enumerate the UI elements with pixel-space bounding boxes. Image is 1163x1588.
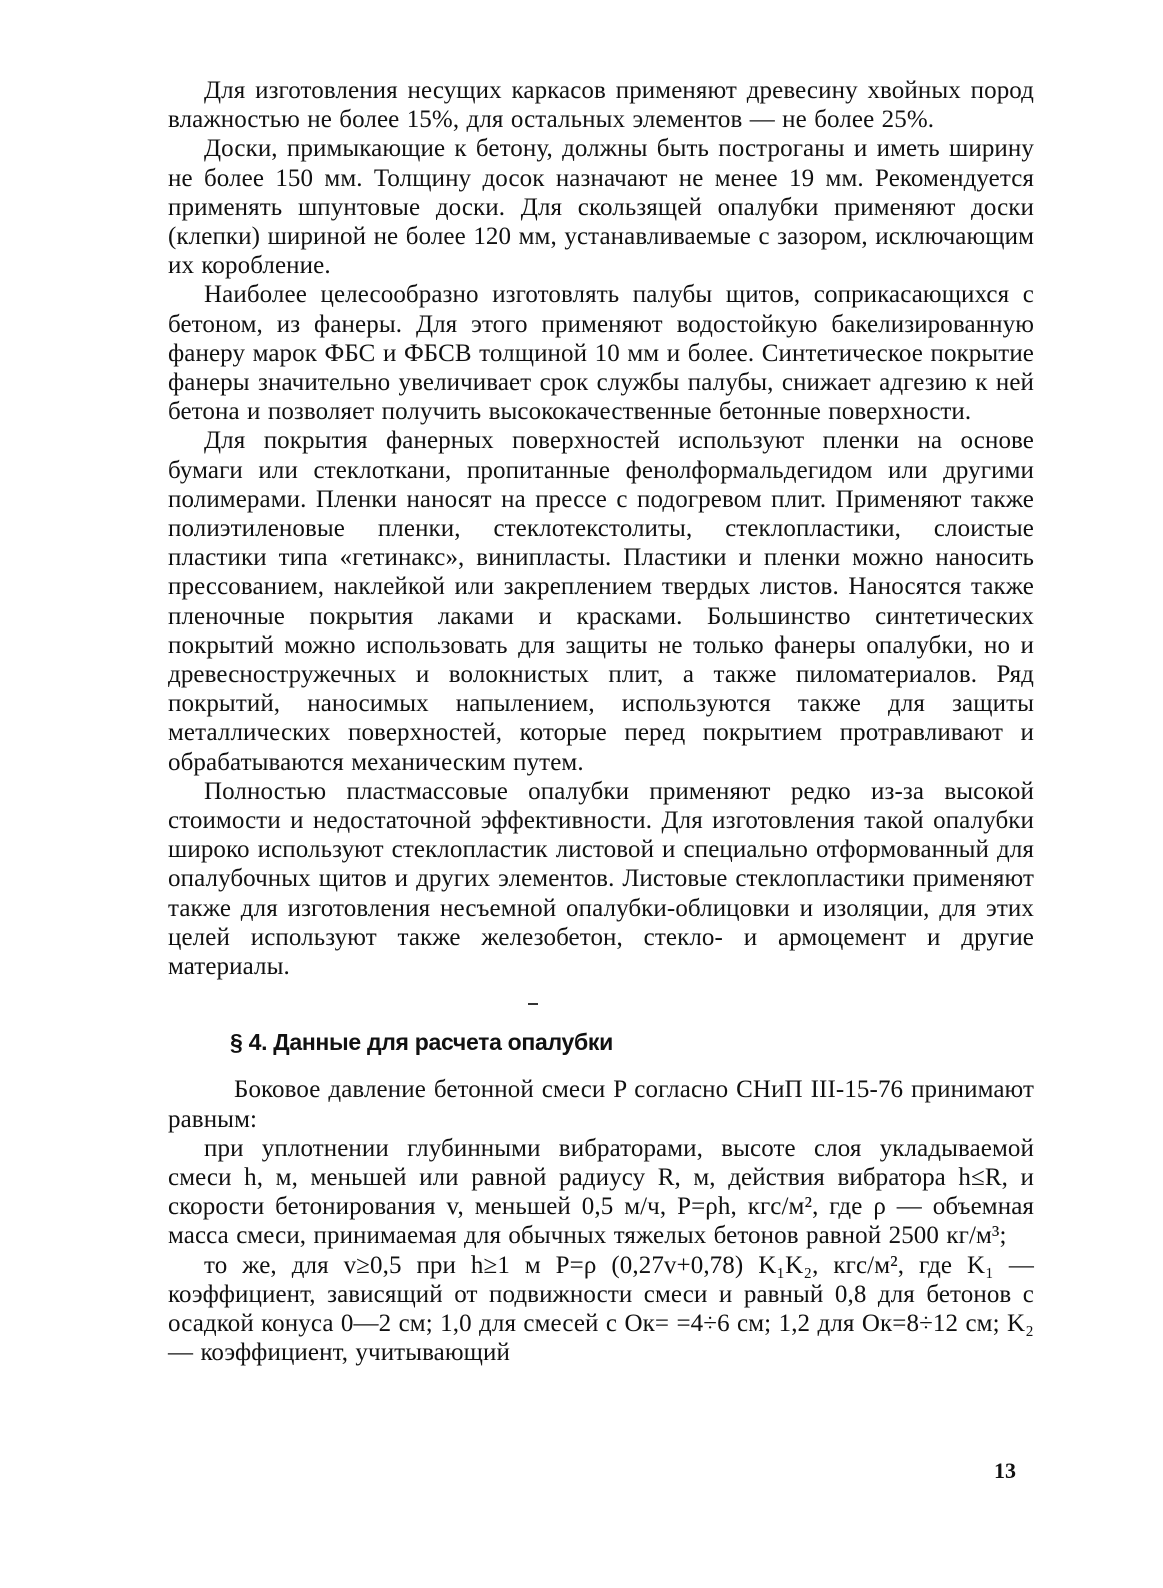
page-number: 13 bbox=[994, 1458, 1016, 1483]
paragraph-coatings: Для покрытия фанерных поверхностей используют пленки на основе бумаги или стеклоткани, пропитанные фенолформальдегидом или другими полимерами. Пленки наносят на прессе с подогревом плит. Применяют также полиэтиленовые пленки, стеклотекстолиты, стеклопластики, слоистые пластики типа «гетинакс», винипласты. Пластики и пленки можно наносить прессованием, наклейкой или закреплением твердых листов. Наносятся также пленочные покрытия лаками и красками. Большинство синтетических покрытий можно использовать для защиты не только фанеры опалубки, но и древесностружечных и волокнистых плит, а также пиломатериалов. Ряд покрытий, наносимых напылением, используются также для защиты металлических поверхностей, которые перед покрытием протравливают и обрабатываются механическим путем. bbox=[168, 427, 1034, 776]
paragraph-wood-moisture: Для изготовления несущих каркасов применяют древесину хвойных пород влажностью не более 15%, для остальных элементов — не более 25%. bbox=[168, 77, 1034, 134]
separator-mark bbox=[168, 981, 1034, 1025]
paragraph-boards: Доски, примыкающие к бетону, должны быть построганы и иметь ширину не более 150 мм. Толщину досок назначают не менее 19 мм. Рекомендуется применять шпунтовые доски. Для скользящей опалубки применяют доски (клепки) шириной не более 120 мм, устанавливаемые с зазором, исключающим их коробление. bbox=[168, 135, 1034, 280]
paragraph-lateral-pressure: Боковое давление бетонной смеси P согласно СНиП III-15-76 принимают равным: bbox=[168, 1076, 1034, 1133]
paragraph-deep-vibrators: при уплотнении глубинными вибраторами, высоте слоя укладываемой смеси h, м, меньшей или равной радиусу R, м, действия вибратора h≤R, и скорости бетонирования v, меньшей 0,5 м/ч, P=ρh, кгс/м², где ρ — объемная масса смеси, принимаемая для обычных тяжелых бетонов равной 2500 кг/м³; bbox=[168, 1134, 1034, 1250]
paragraph-plastic-formwork: Полностью пластмассовые опалубки применяют редко из-за высокой стоимости и недостаточной эффективности. Для изготовления такой опалубки широко используют стеклопластик листовой и специально отформованный для опалубочных щитов и других элементов. Листовые стеклопластики применяют также для изготовления несъемной опалубки-облицовки и изоляции, для этих целей используют также железобетон, стекло- и армоцемент и другие материалы. bbox=[168, 777, 1034, 981]
paragraph-same-for-speed: то же, для v≥0,5 при h≥1 м P=ρ (0,27v+0,78) K₁K₂, кгс/м², где K₁ — коэффициент, зависящий от подвижности смеси и равный 0,8 для бетонов с осадкой конуса 0—2 см; 1,0 для смесей с Oк= =4÷6 см; 1,2 для Oк=8÷12 см; K₂ — коэффициент, учитывающий bbox=[168, 1251, 1034, 1367]
section-heading: § 4. Данные для расчета опалубки bbox=[230, 1029, 613, 1056]
paragraph-plywood: Наиболее целесообразно изготовлять палубы щитов, соприкасающихся с бетоном, из фанеры. Для этого применяют водостойкую бакелизированную фанеру марок ФБС и ФБСВ толщиной 10 мм и более. Синтетическое покрытие фанеры значительно увеличивает срок службы палубы, снижает адгезию к ней бетона и позволяет получить высококачественные бетонные поверхности. bbox=[168, 281, 1034, 426]
document-page bbox=[168, 76, 1034, 1367]
